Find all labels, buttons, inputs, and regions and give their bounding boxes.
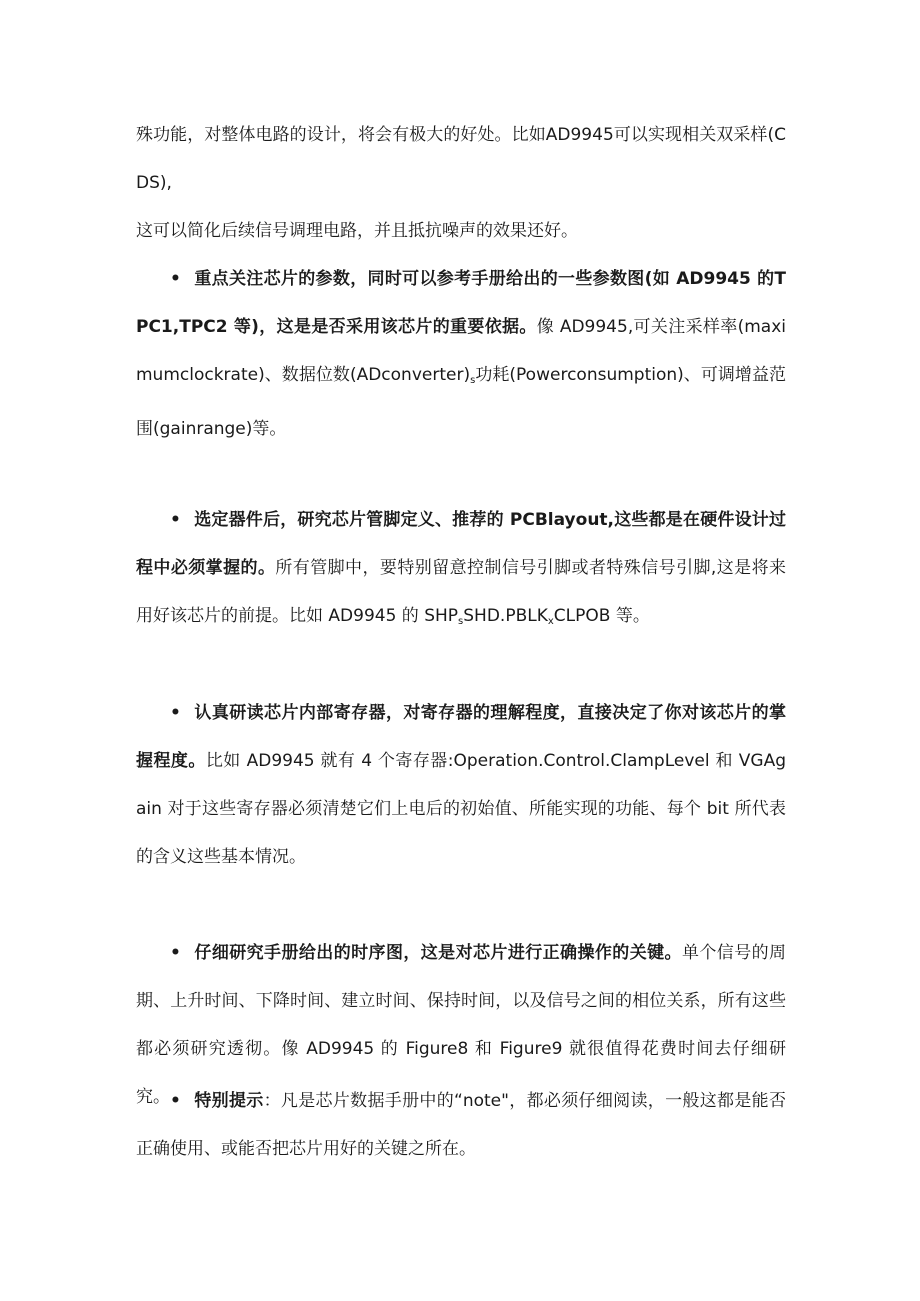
intro-line-1: 殊功能，对整体电路的设计，将会有极大的好处。比如AD9945可以实现相关双采样(CDS), (136, 125, 786, 193)
bullet-body-text-continued: 功耗(Powerconsumption)、可调增益范围(gainrange)等。 (136, 365, 786, 439)
bullet-bold-text: 重点关注芯片的参数，同时可以参考手册给出的一些参数图(如 AD9945 的TPC1,TPC2 等)，这是是否采用该芯片的重要依据。 (136, 269, 786, 337)
bullet-bold-text: 认真研读芯片内部寄存器，对寄存器的理解程度，直接决定了你对该芯片的掌握程度。 (136, 703, 786, 771)
bullet-icon: • (170, 1091, 181, 1111)
bullet-item-parameters (136, 255, 786, 453)
bullet-body-text-end: CLPOB 等。 (553, 606, 650, 626)
bullet-body-text: 单个信号的周期、上升时间、下降时间、建立时间、保持时间，以及信号之间的相位关系，所有这些都必须研究透彻。像 AD9945 的 Figure8 和 Figure9 就很值得花费时间去仔细研究。 (136, 943, 787, 1107)
bullet-icon: • (170, 703, 181, 723)
bullet-item-notes (136, 1077, 786, 1173)
bullet-body-text: ：凡是芯片数据手册中的“note"，都必须仔细阅读，一般这都是能否正确使用、或能否把芯片用好的关键之所在。 (136, 1091, 786, 1159)
bullet-icon: • (170, 269, 181, 289)
bullet-body-text-continued: SHD.PBLK (463, 606, 548, 626)
bullet-icon: • (170, 510, 181, 530)
intro-line-2: 这可以简化后续信号调理电路，并且抵抗噪声的效果还好。 (136, 221, 578, 241)
bullet-bold-text: 仔细研究手册给出的时序图，这是对芯片进行正确操作的关键。 (194, 943, 682, 963)
intro-paragraph (136, 111, 786, 255)
bullet-icon: • (170, 943, 181, 963)
bullet-bold-text: 特别提示 (194, 1091, 264, 1111)
subscript-mark: s (458, 616, 464, 627)
subscript-mark: s (470, 375, 476, 386)
bullet-item-registers (136, 689, 786, 881)
bullet-body-text: 所有管脚中，要特别留意控制信号引脚或者特殊信号引脚,这是将来用好该芯片的前提。比如 AD9945 的 SHP (136, 558, 786, 626)
bullet-bold-text: 选定器件后，研究芯片管脚定义、推荐的 PCBlayout,这些都是在硬件设计过程中必须掌握的。 (136, 510, 786, 578)
bullet-body-text: 比如 AD9945 就有 4 个寄存器:Operation.Control.ClampLevel 和 VGAgain 对于这些寄存器必须清楚它们上电后的初始值、所能实现的功能、每个 bit 所代表的含义这些基本情况。 (136, 751, 786, 867)
bullet-body-text: 像 AD9945,可关注采样率(maximumclockrate)、数据位数(ADconverter) (136, 317, 786, 385)
bullet-item-pinout (136, 496, 786, 646)
subscript-mark: x (547, 616, 554, 627)
